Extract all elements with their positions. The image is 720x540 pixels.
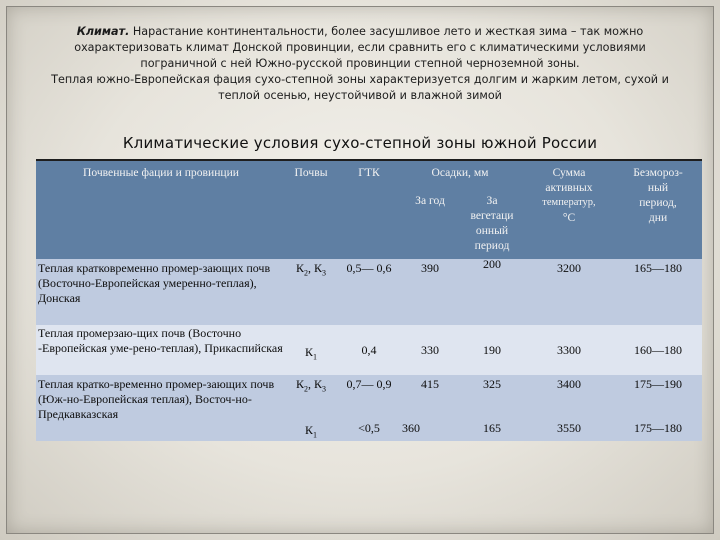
cell-facies: Теплая кратковременно промер-зающих почв (Восточно-Европейская умеренно-теплая), Донская xyxy=(38,261,271,305)
cell-temp-sum: 3300 xyxy=(557,343,581,357)
header-precip-veg xyxy=(460,193,524,253)
header-temp-line-3: температур, xyxy=(542,197,596,208)
header-precip: Осадки, мм xyxy=(431,166,489,179)
header-frost-line-3: период, xyxy=(639,196,677,209)
header-gtk: ГТК xyxy=(358,166,380,179)
cell-gtk: 0,5— 0,6 xyxy=(346,261,392,275)
cell-soils: $К_2$, $К_3$ xyxy=(295,377,327,394)
cell-gtk: 0,4 xyxy=(361,343,377,357)
cell-gtk: <0,5 xyxy=(358,421,380,435)
header-frost-line-4: дни xyxy=(648,211,668,224)
cell-precip-veg: 325 xyxy=(483,377,501,391)
cell-precip-veg: 200 xyxy=(483,257,501,271)
header-precip-year: За год xyxy=(415,194,445,207)
cell-temp-sum: 3400 xyxy=(557,377,581,391)
header-veg-line-1: За xyxy=(486,194,498,207)
header-temp-line-2: активных xyxy=(545,181,593,194)
table-row xyxy=(36,375,702,441)
table-header xyxy=(36,159,702,259)
cell-precip-veg: 165 xyxy=(483,421,501,435)
cell-temp-sum: 3550 xyxy=(557,421,581,435)
cell-frost-free: 175—190 xyxy=(634,377,682,391)
cell-frost-free: 165—180 xyxy=(634,261,682,275)
cell-precip-year: 390 xyxy=(421,261,439,275)
header-temp-line-4: °С xyxy=(562,211,576,224)
table-row xyxy=(36,325,702,375)
cell-frost-free: 175—180 xyxy=(634,421,682,435)
header-facies: Почвенные фации и провинции xyxy=(82,166,240,179)
header-soils: Почвы xyxy=(294,166,328,179)
header-frost-free xyxy=(614,165,702,225)
cell-soils: $К_2$, $К_3$ xyxy=(295,261,327,278)
header-frost-line-1: Безмороз- xyxy=(633,166,683,179)
cell-facies: Теплая кратко-временно промер-зающих почв (Юж-но-Европейская теплая), Восточ-но-Предкавказская xyxy=(38,377,275,421)
intro-text-2: Теплая южно-Европейская фация сухо-степной зоны характеризуется долгим и жарким летом, сухой и теплой осенью, неустойчивой и влажной зимой xyxy=(51,73,669,102)
cell-soils: $К_1$ xyxy=(304,345,317,362)
cell-gtk: 0,7— 0,9 xyxy=(346,377,392,391)
cell-soils: $К_1$ xyxy=(304,423,317,440)
cell-facies: Теплая промерзаю-щих почв (Восточно -Европейская уме-рено-теплая), Прикаспийская xyxy=(38,326,283,355)
cell-precip-year: 330 xyxy=(421,343,439,357)
header-veg-line-3: онный xyxy=(475,224,509,237)
header-temp-sum xyxy=(524,165,614,225)
cell-temp-sum: 3200 xyxy=(557,261,581,275)
intro-paragraph xyxy=(40,24,680,104)
cell-precip-veg: 190 xyxy=(483,343,501,357)
table-title: Климатические условия сухо-степной зоны южной России xyxy=(122,134,598,152)
intro-text-1: Нарастание континентальности, более засушливое лето и жесткая зима – так можно охарактеризовать климат Донской провинции, если сравнить его с климатическими условиями пограничной с ней Южно-русской провинции степной черноземной зоны. xyxy=(74,25,646,70)
header-temp-line-1: Сумма xyxy=(552,166,586,179)
header-veg-line-4: период xyxy=(474,239,510,252)
intro-lead: Климат. xyxy=(76,25,130,38)
header-top-rule xyxy=(36,159,702,161)
table-row xyxy=(36,259,702,325)
cell-frost-free: 160—180 xyxy=(634,343,682,357)
climate-table xyxy=(36,159,702,441)
cell-precip-year: 415 xyxy=(421,377,439,391)
cell-precip-year: 360 xyxy=(402,421,420,435)
header-veg-line-2: вегетаци xyxy=(470,209,514,222)
header-frost-line-2: ный xyxy=(647,181,669,194)
